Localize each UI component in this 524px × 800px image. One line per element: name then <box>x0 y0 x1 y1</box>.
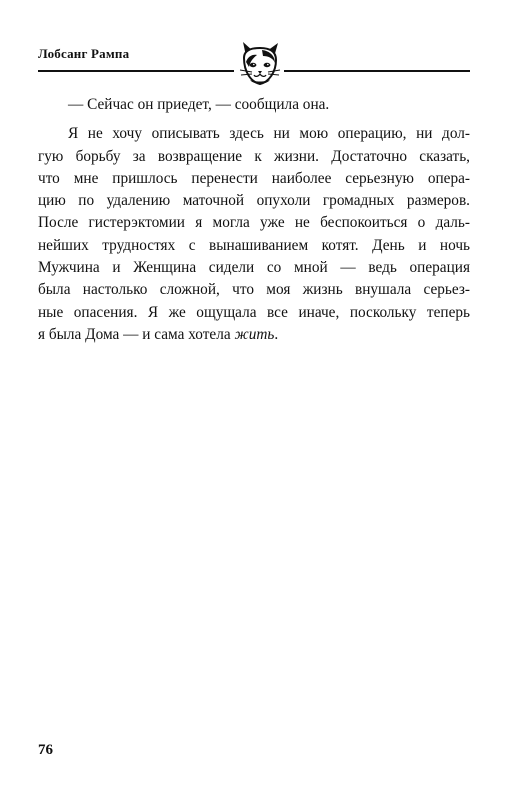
text-line: была настолько сложной, что моя жизнь внушала серьез- <box>38 281 470 299</box>
text-line: что мне пришлось перенести наиболее серьезную опера- <box>38 169 470 187</box>
text-line: нейших трудностях с вынашиванием котят. День и ночь <box>38 236 470 254</box>
text-line-last <box>38 324 470 346</box>
text-line: цию по удалению маточной опухоли громадных размеров. <box>38 192 470 210</box>
italic-emphasis: жить <box>234 325 275 343</box>
text-line: гую борьбу за возвращение к жизни. Достаточно сказать, <box>38 147 470 165</box>
paragraph-1 <box>38 94 470 116</box>
cat-icon <box>236 38 284 88</box>
text-line: Я не хочу описывать здесь ни мою операцию, ни дол- <box>68 125 470 143</box>
paragraph-gap <box>38 116 470 123</box>
text-line: ные опасения. Я же ощущала все иначе, поскольку теперь <box>38 303 470 321</box>
paragraph-2 <box>38 123 470 346</box>
body-text <box>38 94 470 346</box>
running-header <box>0 0 524 90</box>
text-line: — Сейчас он приедет, — сообщила она. <box>68 96 330 113</box>
running-header-author: Лобсанг Рампа <box>38 46 130 61</box>
text-line: После гистерэктомии я могла уже не беспокоиться о даль- <box>38 214 470 232</box>
text-run: я была Дома — и сама хотела <box>38 325 235 343</box>
header-rule-left <box>38 70 234 72</box>
header-rule-right <box>284 70 470 72</box>
text-run-end: . <box>274 325 279 343</box>
text-line: Мужчина и Женщина сидели со мной — ведь операция <box>38 259 470 277</box>
page-number: 76 <box>38 742 53 758</box>
